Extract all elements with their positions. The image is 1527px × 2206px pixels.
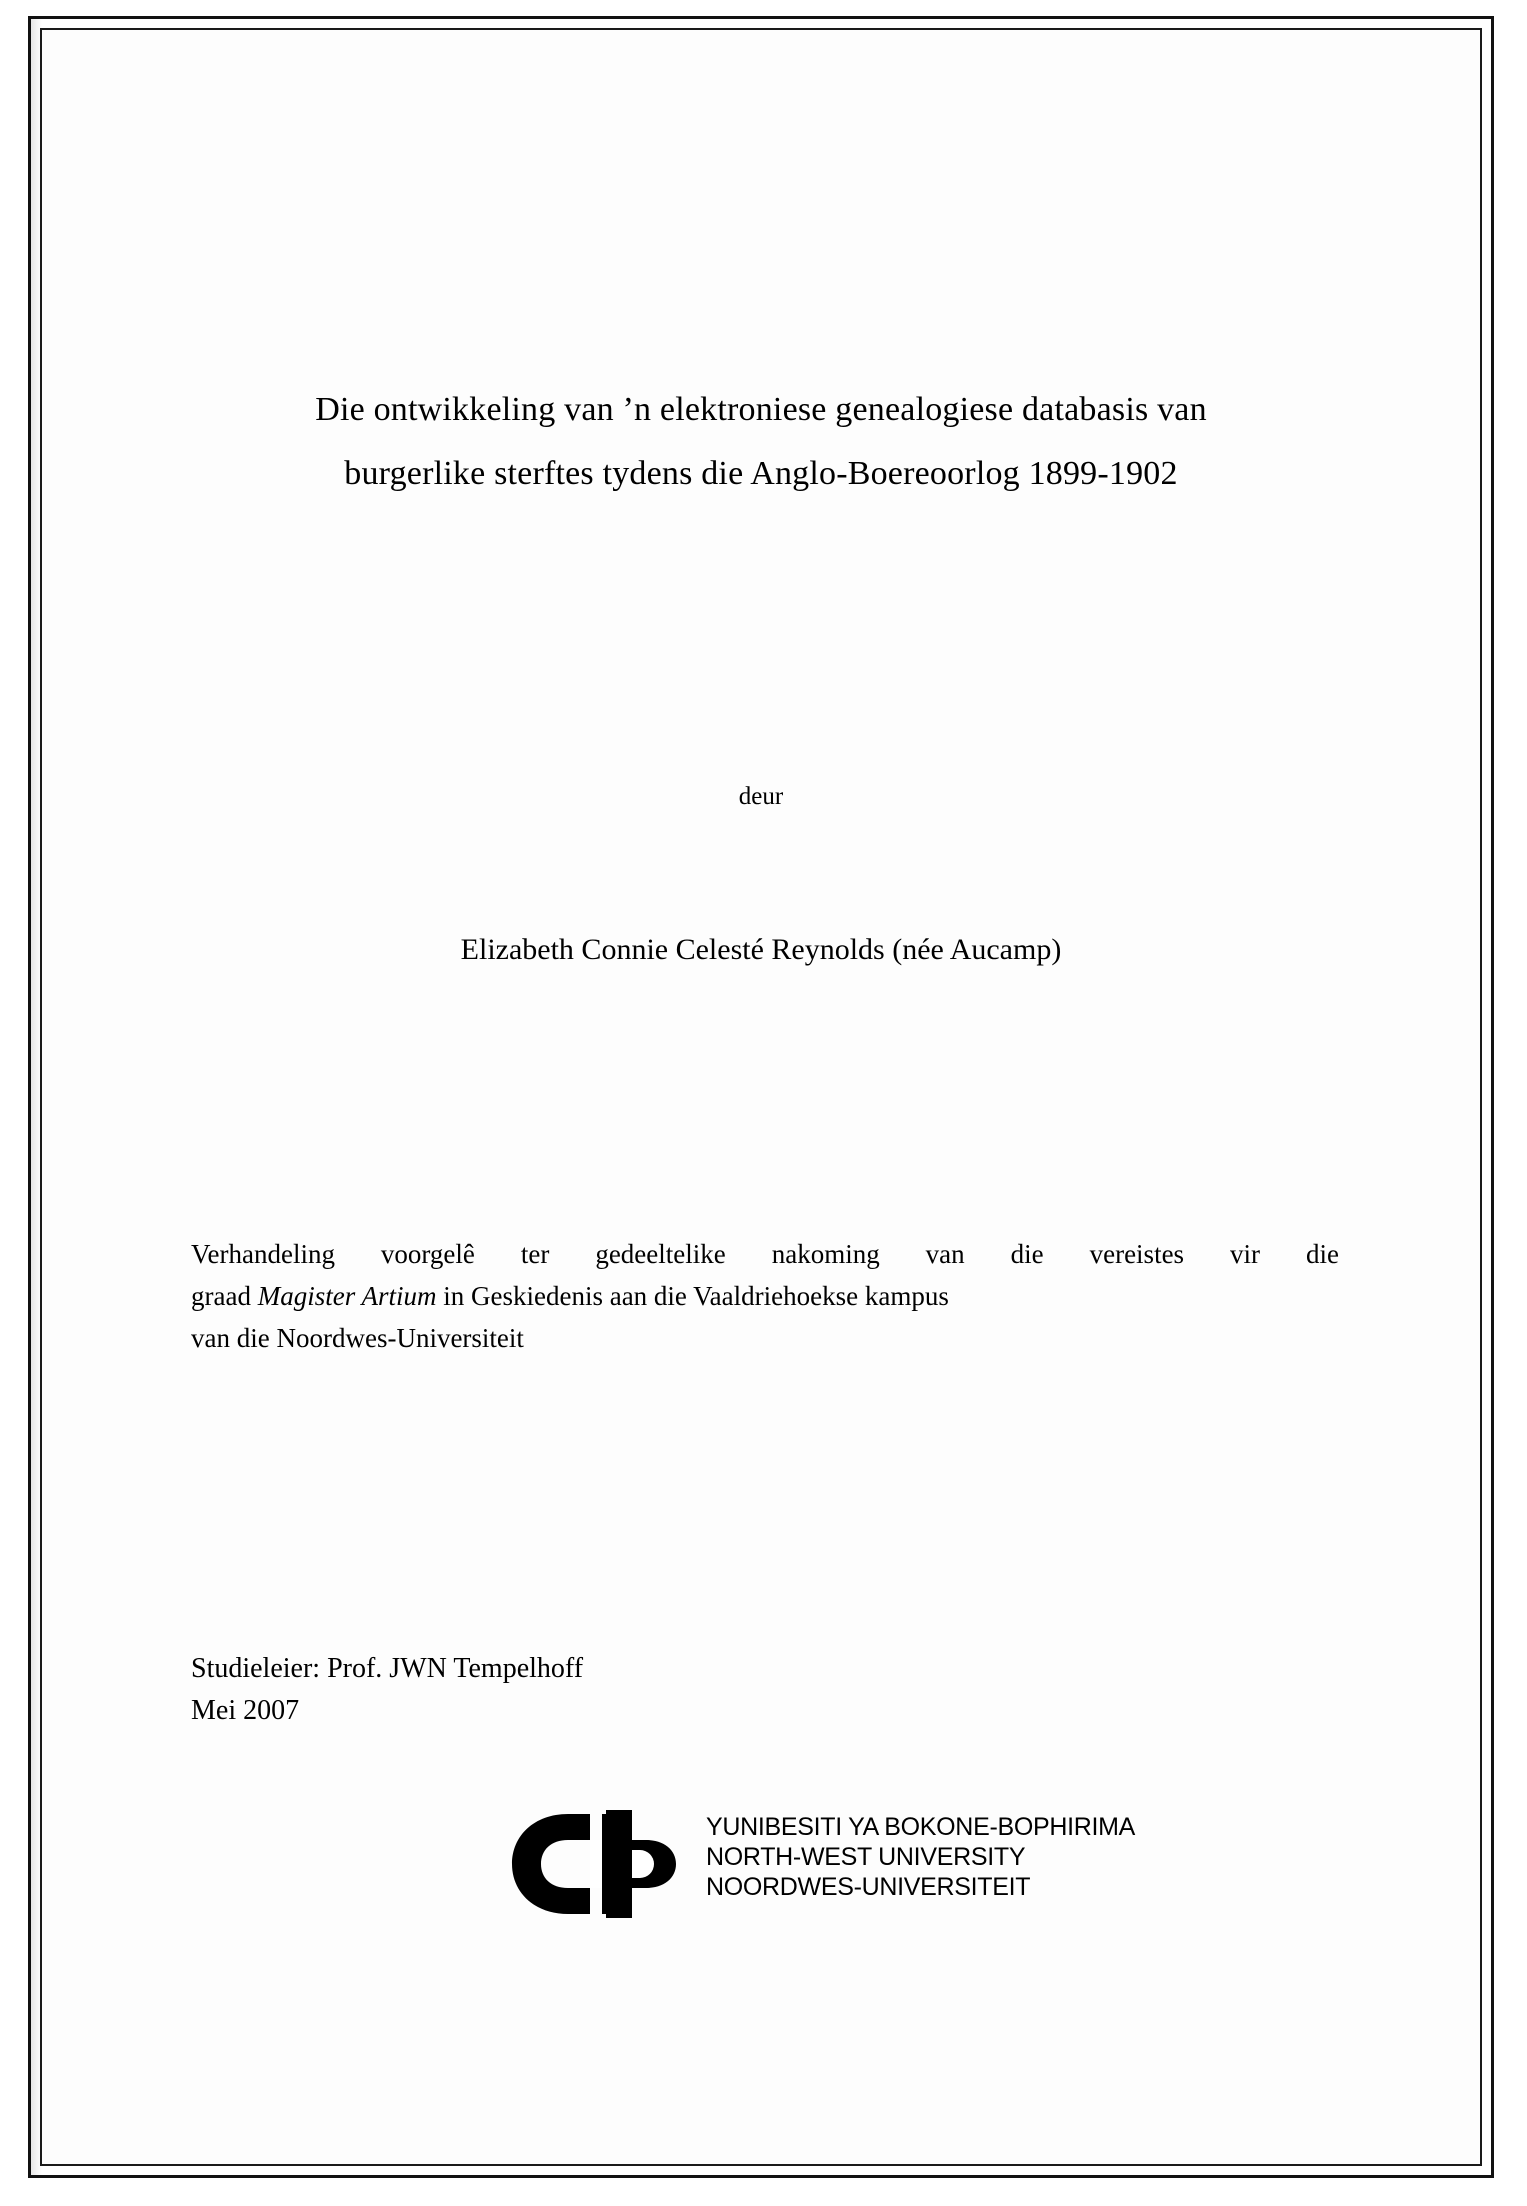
scan-edge-shadow: [30, 18, 42, 2178]
degree-statement-line-1: Verhandeling voorgelê ter gedeeltelike nakoming van die vereistes vir die: [191, 1239, 1339, 1269]
date-line: Mei 2007: [191, 1695, 300, 1726]
author-name: Elizabeth Connie Celesté Reynolds (née Aucamp): [460, 933, 1062, 966]
title-line-1: Die ontwikkeling van ’n elektroniese genealogiese databasis van: [315, 391, 1207, 428]
logo-line-2: NORTH-WEST UNIVERSITY: [706, 1843, 1026, 1871]
university-logo-text: [706, 1812, 1135, 1902]
degree-statement-line-2: [191, 1275, 1339, 1317]
degree-statement-line-2-pre: graad: [191, 1281, 258, 1311]
university-logo: [506, 1808, 1206, 1928]
degree-statement-line-3: van die Noordwes-Universiteit: [191, 1323, 524, 1353]
degree-statement-line-2-post: in Geskiedenis aan die Vaaldriehoekse kampus: [436, 1281, 949, 1311]
page-title: [186, 378, 1336, 506]
title-page-content: [186, 28, 1339, 2166]
by-label: deur: [738, 783, 784, 810]
nwu-logo-icon: [506, 1810, 696, 1918]
supervisor-line: Studieleier: Prof. JWN Tempelhoff: [191, 1653, 584, 1684]
title-line-2: burgerlike sterftes tydens die Anglo-Boereoorlog 1899-1902: [344, 455, 1178, 492]
degree-statement: [191, 1233, 1339, 1359]
supervisor-block: [191, 1648, 1191, 1732]
degree-name: Magister Artium: [257, 1281, 437, 1311]
logo-line-1: YUNIBESITI YA BOKONE-BOPHIRIMA: [706, 1813, 1136, 1841]
logo-line-3: NOORDWES-UNIVERSITEIT: [706, 1873, 1031, 1901]
